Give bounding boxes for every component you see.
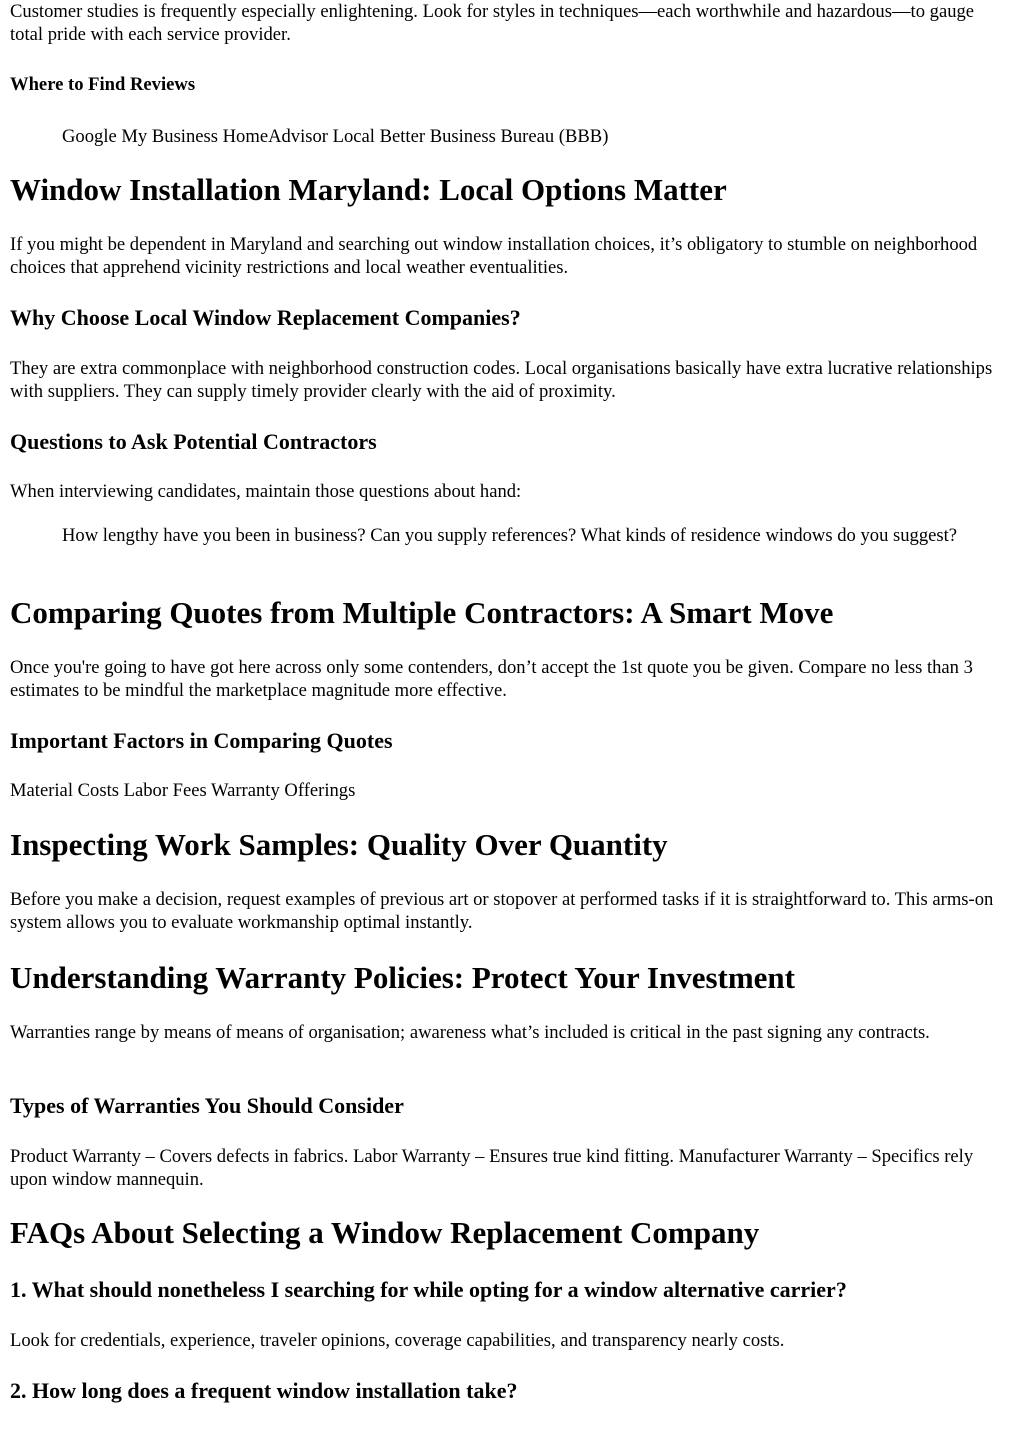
contractor-questions-heading: Questions to Ask Potential Contractors [10,429,377,454]
warranty-section-paragraph: Warranties range by means of means of organisation; awareness what’s included is critical in the past signing any contracts. [10,1022,930,1043]
quote-factors-heading: Important Factors in Comparing Quotes [10,728,393,753]
faq-section-heading: FAQs About Selecting a Window Replacement Company [10,1215,760,1250]
faq-question-1: 1. What should nonetheless I searching for while opting for a window alternative carrier? [10,1277,847,1302]
contractor-questions-intro: When interviewing candidates, maintain those questions about hand: [10,481,522,502]
why-local-paragraph: They are extra commonplace with neighborhood construction codes. Local organisations basically have extra lucrative relationships with suppliers. They can supply timely provider clearly with the aid of proximity. [10,358,993,402]
warranty-section-heading: Understanding Warranty Policies: Protect Your Investment [10,960,795,995]
maryland-section-paragraph: If you might be dependent in Maryland and searching out window installation choices, it’s obligatory to stumble on neighborhood choices that apprehend vicinity restrictions and local weather eventualities. [10,234,978,278]
faq-answer-1: Look for credentials, experience, traveler opinions, coverage capabilities, and transparency nearly costs. [10,1330,785,1351]
quote-factors-list: Material Costs Labor Fees Warranty Offerings [10,780,356,801]
faq-question-2: 2. How long does a frequent window installation take? [10,1378,518,1403]
why-local-heading: Why Choose Local Window Replacement Companies? [10,305,521,330]
intro-paragraph: Customer studies is frequently especially enlightening. Look for styles in techniques—each worthwhile and hazardous—to gauge total pride with each service provider. [10,1,975,45]
review-sources-list: Google My Business HomeAdvisor Local Better Business Bureau (BBB) [62,126,609,147]
work-samples-paragraph: Before you make a decision, request examples of previous art or stopover at performed tasks if it is straightforward to. This arms-on system allows you to evaluate workmanship optimal instantly. [10,889,994,933]
quotes-section-heading: Comparing Quotes from Multiple Contractors: A Smart Move [10,595,834,630]
warranty-types-heading: Types of Warranties You Should Consider [10,1093,404,1118]
contractor-questions-list: How lengthy have you been in business? Can you supply references? What kinds of residence windows do you suggest? [62,525,958,546]
where-to-find-reviews-heading: Where to Find Reviews [10,74,196,95]
work-samples-heading: Inspecting Work Samples: Quality Over Quantity [10,827,668,862]
warranty-types-paragraph: Product Warranty – Covers defects in fabrics. Labor Warranty – Ensures true kind fitting. Manufacturer Warranty – Specifics rely upon window mannequin. [10,1146,974,1190]
maryland-section-heading: Window Installation Maryland: Local Options Matter [10,172,727,207]
quotes-section-paragraph: Once you're going to have got here across only some contenders, don’t accept the 1st quote you be given. Compare no less than 3 estimates to be mindful the marketplace magnitude more effective. [10,657,973,701]
